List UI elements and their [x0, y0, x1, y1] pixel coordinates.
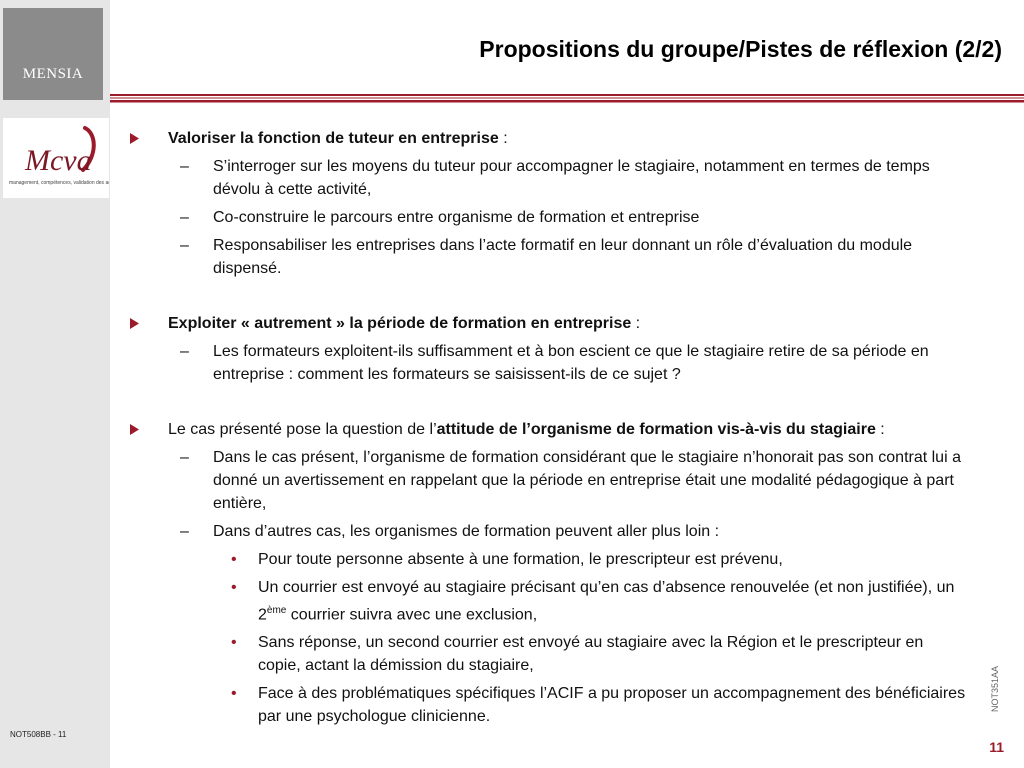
- page-number: 11: [989, 739, 1004, 755]
- sub-bullet-text: S’interroger sur les moyens du tuteur pour accompagner le stagiaire, notamment en termes de temps dévolu à cette activité,: [213, 158, 930, 198]
- sidebar: [0, 0, 110, 768]
- mensia-logo-text: MENSIA: [22, 66, 84, 82]
- sub-bullet-text: Dans d’autres cas, les organismes de formation peuvent aller plus loin :: [213, 523, 720, 540]
- bullet-heading: attitude de l’organisme de formation vis-à-vis du stagiaire: [436, 421, 876, 438]
- sub-bullet-text: Dans le cas présent, l’organisme de formation considérant que le stagiaire n’honorait pas son contrat lui a donné un avertissement en rappelant que la période en entreprise était une modalité pédagogique à part entière,: [213, 449, 961, 512]
- dot-marker: •: [231, 685, 237, 703]
- dot-marker: •: [231, 551, 237, 568]
- svg-text:management, compétences, valid: management, compétences, validation des acquis: [9, 180, 109, 186]
- sub-bullet: [130, 234, 970, 280]
- triangle-bullet-icon: [130, 424, 139, 435]
- bullet-cas-presente: [130, 418, 970, 441]
- bullet-suffix: :: [631, 315, 641, 332]
- sub-bullet: [130, 446, 970, 515]
- sub-bullet-text: Co-construire le parcours entre organisme de formation et entreprise: [213, 209, 700, 226]
- dash-marker: –: [180, 449, 189, 466]
- sub-sub-bullet-text: courrier suivra avec une exclusion,: [286, 606, 538, 624]
- sub-bullet: [130, 340, 970, 386]
- bullet-heading: Exploiter « autrement » la période de formation en entreprise: [168, 315, 632, 332]
- sub-bullet: [130, 155, 970, 201]
- sub-bullet-text: Responsabiliser les entreprises dans l’acte formatif en leur donnant un rôle d’évaluation du module dispensé.: [213, 237, 913, 277]
- triangle-bullet-icon: [130, 133, 139, 144]
- footer-code: NOT508BB - 11: [10, 730, 67, 739]
- triangle-bullet-icon: [130, 318, 139, 329]
- sub-bullet: [130, 206, 970, 229]
- dash-marker: –: [180, 237, 189, 254]
- sub-sub-bullet-text: Face à des problématiques spécifiques l’ACIF a pu proposer un accompagnement des bénéficiaires par une psychologue clinicienne.: [258, 685, 966, 726]
- dash-marker: –: [180, 158, 189, 175]
- sub-sub-bullet: [130, 682, 970, 728]
- page-title: Propositions du groupe/Pistes de réflexion (2/2): [479, 36, 1002, 62]
- superscript-eme: ème: [266, 605, 287, 616]
- sub-sub-bullet-text: Pour toute personne absente à une formation, le prescripteur est prévenu,: [258, 551, 783, 568]
- dash-marker: –: [180, 209, 189, 226]
- bullet-suffix: :: [498, 130, 508, 147]
- slide-content: [130, 127, 970, 728]
- sub-bullet: [130, 520, 970, 543]
- dash-marker: –: [180, 343, 189, 360]
- sub-sub-bullet-text: Un courrier est envoyé au stagiaire précisant qu’en cas d’absence renouvelée (et non justifiée), un 2: [258, 579, 955, 624]
- bullet-heading: Valoriser la fonction de tuteur en entreprise: [168, 130, 499, 147]
- sub-bullet-text: Les formateurs exploitent-ils suffisamment et à bon escient ce que le stagiaire retire de sa période en entreprise : comment les formateurs se saisissent-ils de ce sujet ?: [213, 343, 929, 383]
- bullet-prefix: Le cas présenté pose la question de l’: [168, 421, 437, 438]
- mcva-logo: [3, 118, 109, 198]
- svg-text:Mcva: Mcva: [25, 144, 92, 177]
- bullet-valoriser-tuteur: [130, 127, 970, 150]
- sub-sub-bullet: [130, 576, 970, 626]
- header-rules: [110, 94, 1024, 104]
- sub-sub-bullet-text: Sans réponse, un second courrier est envoyé au stagiaire avec la Région et le prescripteur en copie, actant la démission du stagiaire,: [258, 634, 924, 675]
- dash-marker: –: [180, 523, 189, 540]
- mensia-logo: [3, 8, 103, 100]
- bullet-suffix: :: [875, 421, 885, 438]
- dot-marker: •: [231, 634, 237, 652]
- bullet-exploiter-periode: [130, 312, 970, 335]
- mcva-logo-icon: [3, 118, 109, 198]
- sub-sub-bullet: [130, 548, 970, 571]
- side-document-code: NOT351AA: [990, 665, 1000, 712]
- dot-marker: •: [231, 579, 237, 596]
- sub-sub-bullet: [130, 631, 970, 677]
